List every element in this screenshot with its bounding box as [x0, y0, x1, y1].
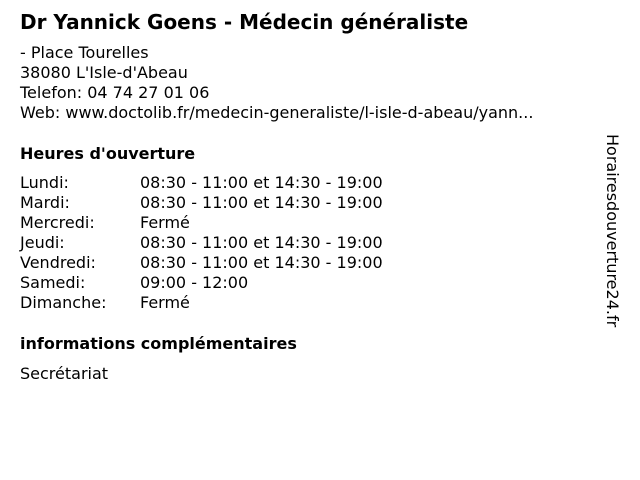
hours-heading: Heures d'ouverture	[20, 144, 196, 163]
day-hours: 08:30 - 11:00 et 14:30 - 19:00	[140, 233, 383, 252]
address-city: 38080 L'Isle-d'Abeau	[20, 63, 188, 82]
day-hours: Fermé	[140, 213, 190, 232]
day-label: Samedi:	[20, 273, 86, 292]
day-label: Jeudi:	[20, 233, 65, 252]
web-line: Web: www.doctolib.fr/medecin-generaliste/l-isle-d-abeau/yann...	[20, 103, 534, 122]
day-label: Vendredi:	[20, 253, 96, 272]
info-heading: informations complémentaires	[20, 334, 297, 353]
watermark: Horairesdouverture24.fr	[603, 134, 622, 328]
page-title: Dr Yannick Goens - Médecin généraliste	[20, 10, 469, 34]
day-hours: 08:30 - 11:00 et 14:30 - 19:00	[140, 193, 383, 212]
day-label: Dimanche:	[20, 293, 107, 312]
day-label: Lundi:	[20, 173, 69, 192]
day-hours: 08:30 - 11:00 et 14:30 - 19:00	[140, 253, 383, 272]
day-label: Mercredi:	[20, 213, 95, 232]
phone-line: Telefon: 04 74 27 01 06	[20, 83, 210, 102]
day-label: Mardi:	[20, 193, 70, 212]
address-street: - Place Tourelles	[20, 43, 149, 62]
day-hours: 08:30 - 11:00 et 14:30 - 19:00	[140, 173, 383, 192]
info-text: Secrétariat	[20, 364, 109, 383]
day-hours: Fermé	[140, 293, 190, 312]
day-hours: 09:00 - 12:00	[140, 273, 249, 292]
